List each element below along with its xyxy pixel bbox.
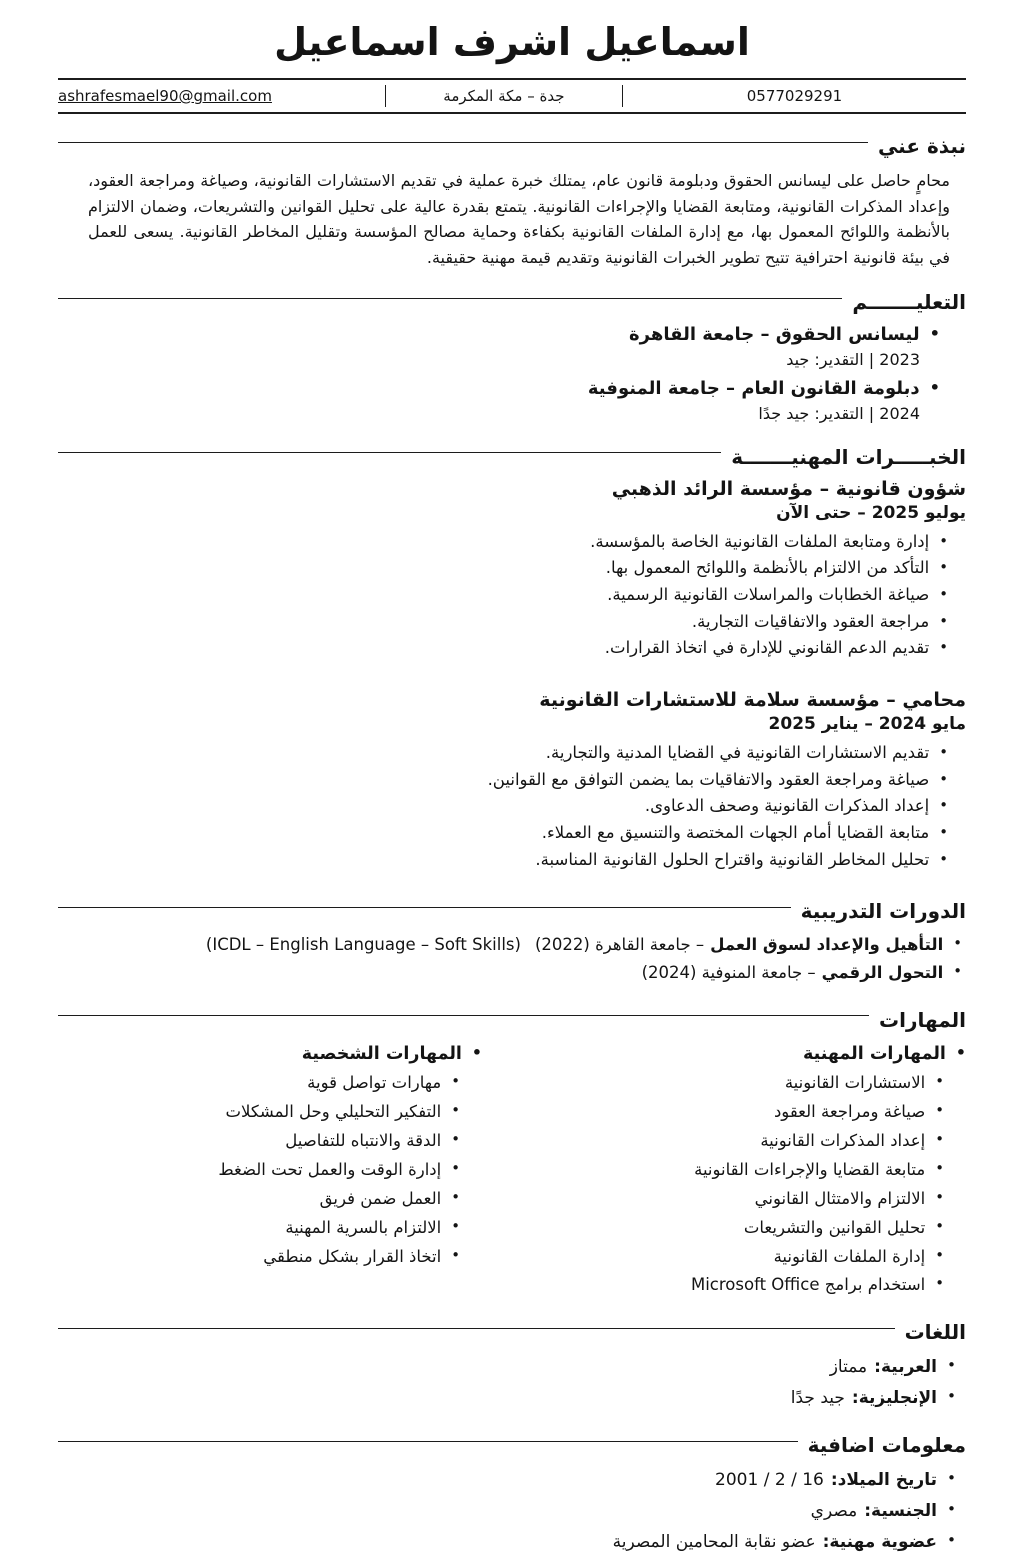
skill-item	[58, 1185, 460, 1214]
section-languages-heading	[58, 1320, 966, 1344]
skill-item	[58, 1127, 460, 1156]
section-additional-info	[58, 1433, 966, 1557]
skill-text: • إعداد المذكرات القانونية	[760, 1131, 926, 1150]
job-duty	[58, 820, 948, 847]
job-duty	[58, 767, 948, 794]
skill-item	[542, 1214, 944, 1243]
professional-skills-header-text: • المهارات المهنية	[802, 1043, 946, 1064]
job-role: محامي – مؤسسة سلامة للاستشارات القانونية	[539, 689, 966, 712]
section-courses	[58, 899, 966, 987]
skill-text: • إدارة الوقت والعمل تحت الضغط	[218, 1159, 442, 1179]
job-duty	[58, 740, 948, 767]
job-entry	[58, 477, 966, 662]
job-duty-text: • إدارة ومتابعة الملفات القانونية الخاصة بالمؤسسة.	[590, 531, 930, 551]
skill-item	[542, 1185, 944, 1214]
job-duty	[58, 609, 948, 636]
course-detail: – جامعة القاهرة (2022)	[534, 935, 705, 955]
phone-text: 0577029291	[746, 87, 843, 105]
skill-text: • العمل ضمن فريق	[319, 1188, 442, 1208]
education-detail: 2024 | التقدير: جيد جدًا	[758, 403, 920, 423]
section-courses-heading	[58, 899, 966, 923]
skill-item	[58, 1098, 460, 1127]
skill-text: • اتخاذ القرار بشكل منطقي	[263, 1246, 442, 1266]
location-text: جدة – مكة المكرمة	[443, 87, 565, 105]
section-courses-title: الدورات التدريبية	[800, 899, 966, 924]
education-degree	[58, 322, 940, 348]
skill-item	[58, 1214, 460, 1243]
skill-text: • الاستشارات القانونية	[784, 1073, 926, 1093]
job-duty-text: • متابعة القضايا أمام الجهات المختصة والتنسيق مع العملاء.	[541, 822, 930, 842]
job-duty	[58, 555, 948, 582]
job-duty-text: • صياغة ومراجعة العقود والاتفاقيات بما يضمن التوافق مع القوانين.	[487, 769, 930, 789]
about-text: محامٍ حاصل على ليسانس الحقوق ودبلومة قانون عام، يمتلك خبرة عملية في تقديم الاستشارات القانونية، وصياغة ومراجعة العقود، وإعداد المذكرات القانونية، ومتابعة القضايا والإجراءات القانونية. يتمتع بقدرة عالية على تحليل القوانين والتشريعات، وضمان الالتزام بالأنظمة واللوائح المعمول بها، مع إدارة الملفات القانونية بكفاءة وحماية مصالح المؤسسة وتقليل المخاطر القانونية. يسعى للعمل في بيئة قانونية احترافية تتيح تطوير الخبرات القانونية وتقديم قيمة مهنية حقيقية.	[88, 171, 950, 267]
job-duties-list	[58, 529, 966, 663]
job-entry	[58, 688, 966, 873]
course-detail: – جامعة المنوفية (2024)	[641, 963, 816, 983]
job-duties-list	[58, 740, 966, 874]
skill-item	[542, 1127, 944, 1156]
language-level: ممتاز	[829, 1357, 868, 1378]
job-duty-text: • إعداد المذكرات القانونية وصحف الدعاوى.	[644, 796, 930, 816]
section-rule	[58, 452, 721, 453]
section-about	[58, 134, 966, 270]
section-about-heading	[58, 134, 966, 158]
course-name: • التأهيل والإعداد لسوق العمل	[710, 935, 944, 955]
job-duty-text: • تقديم الدعم القانوني للإدارة في اتخاذ القرارات.	[604, 638, 930, 658]
section-skills-title: المهارات	[879, 1007, 966, 1032]
skill-text: • الالتزام بالسرية المهنية	[285, 1217, 442, 1237]
additional-info-list	[58, 1465, 966, 1557]
education-degree-text: • دبلومة القانون العام – جامعة المنوفية	[587, 377, 920, 399]
professional-skills-list	[542, 1069, 966, 1300]
personal-skills-header-text: • المهارات الشخصية	[301, 1043, 462, 1064]
job-period: مايو 2024 – يناير 2025	[768, 713, 966, 734]
course-item	[58, 959, 962, 987]
education-degree	[58, 376, 940, 402]
section-rule	[58, 1015, 869, 1016]
section-rule	[58, 298, 842, 299]
info-value: 16 / 2 / 2001	[715, 1470, 824, 1491]
skill-text: • الدقة والانتباه للتفاصيل	[285, 1131, 442, 1150]
section-skills-heading	[58, 1008, 966, 1032]
education-degree-text: • ليسانس الحقوق – جامعة القاهرة	[629, 324, 920, 346]
info-item	[58, 1527, 956, 1557]
info-item	[58, 1465, 956, 1496]
section-languages-title: اللغات	[904, 1320, 966, 1345]
skill-item	[58, 1156, 460, 1185]
contact-email-cell	[58, 87, 385, 105]
section-experience	[58, 445, 966, 873]
contact-bar	[58, 78, 966, 114]
skill-item	[542, 1156, 944, 1185]
section-additional-title: معلومات اضافية	[807, 1433, 966, 1458]
language-item	[58, 1383, 956, 1414]
professional-skills-header	[542, 1040, 966, 1070]
language-item	[58, 1352, 956, 1383]
skill-text: • تحليل القوانين والتشريعات	[743, 1217, 926, 1237]
section-rule	[58, 1441, 798, 1442]
skill-item	[58, 1243, 460, 1272]
skill-item	[542, 1243, 944, 1272]
section-experience-title: الخبـــــرات المهنيـــــــة	[731, 444, 966, 469]
info-item	[58, 1496, 956, 1527]
course-name: • التحول الرقمي	[821, 963, 944, 983]
job-duty-text: • التأكد من الالتزام بالأنظمة واللوائح المعمول بها.	[605, 558, 930, 578]
job-duty	[58, 582, 948, 609]
info-value: عضو نقابة المحامين المصرية	[612, 1531, 816, 1552]
job-role: شؤون قانونية – مؤسسة الرائد الذهبي	[611, 477, 966, 500]
skill-text: • مهارات تواصل قوية	[307, 1073, 442, 1093]
education-item	[58, 322, 940, 371]
personal-skills-column	[58, 1040, 482, 1301]
page-title: اسماعيل اشرف اسماعيل	[274, 20, 750, 64]
education-list	[58, 322, 966, 425]
section-rule	[58, 142, 868, 143]
skills-columns	[58, 1040, 966, 1301]
job-duty	[58, 847, 948, 874]
education-item	[58, 376, 940, 425]
section-experience-heading	[58, 445, 966, 469]
job-duty-text: • صياغة الخطابات والمراسلات القانونية الرسمية.	[607, 585, 930, 605]
section-additional-heading	[58, 1433, 966, 1457]
job-period: يوليو 2025 – حتى الآن	[776, 502, 966, 523]
section-education-title: التعليـــــــم	[852, 290, 966, 315]
skill-item	[542, 1271, 944, 1300]
info-label: • الجنسية:	[864, 1501, 937, 1522]
language-label: • العربية:	[874, 1357, 937, 1378]
section-rule	[58, 907, 791, 908]
skill-text: • صياغة ومراجعة العقود	[773, 1102, 926, 1122]
language-label: • الإنجليزية:	[851, 1387, 937, 1408]
skill-text: • متابعة القضايا والإجراءات القانونية	[694, 1159, 926, 1179]
skill-item	[58, 1069, 460, 1098]
languages-list	[58, 1352, 966, 1413]
job-duty	[58, 793, 948, 820]
job-duty-text: • تحليل المخاطر القانونية واقتراح الحلول القانونية المناسبة.	[535, 849, 930, 869]
course-item	[58, 931, 962, 959]
section-languages	[58, 1320, 966, 1413]
skill-text: • التفكير التحليلي وحل المشكلات	[225, 1102, 442, 1122]
professional-skills-column	[542, 1040, 966, 1301]
skill-text: • استخدام برامج Microsoft Office	[690, 1275, 926, 1295]
job-duty-text: • مراجعة العقود والاتفاقيات التجارية.	[691, 611, 930, 631]
job-duty-text: • تقديم الاستشارات القانونية في القضايا المدنية والتجارية.	[545, 742, 930, 762]
skill-item	[542, 1069, 944, 1098]
skill-item	[542, 1098, 944, 1127]
section-education	[58, 290, 966, 425]
section-education-heading	[58, 290, 966, 314]
job-duty	[58, 529, 948, 556]
section-about-title: نبذة عني	[877, 134, 966, 158]
email-link[interactable]: ashrafesmael90@gmail.com	[58, 87, 272, 105]
info-label: • تاريخ الميلاد:	[830, 1470, 937, 1491]
section-rule	[58, 1328, 895, 1329]
job-duty	[58, 635, 948, 662]
courses-list	[58, 931, 966, 987]
personal-skills-list	[58, 1069, 482, 1271]
language-level: جيد جدًا	[790, 1387, 845, 1408]
personal-skills-header	[58, 1040, 482, 1070]
skill-text: • إدارة الملفات القانونية	[773, 1246, 926, 1266]
info-label: • عضوية مهنية:	[822, 1531, 937, 1552]
section-skills	[58, 1008, 966, 1301]
course-extra: (ICDL – English Language – Soft Skills)	[205, 935, 521, 955]
skill-text: • الالتزام والامتثال القانوني	[754, 1188, 926, 1208]
education-detail: 2023 | التقدير: جيد	[786, 350, 920, 370]
info-value: مصري	[810, 1501, 858, 1522]
